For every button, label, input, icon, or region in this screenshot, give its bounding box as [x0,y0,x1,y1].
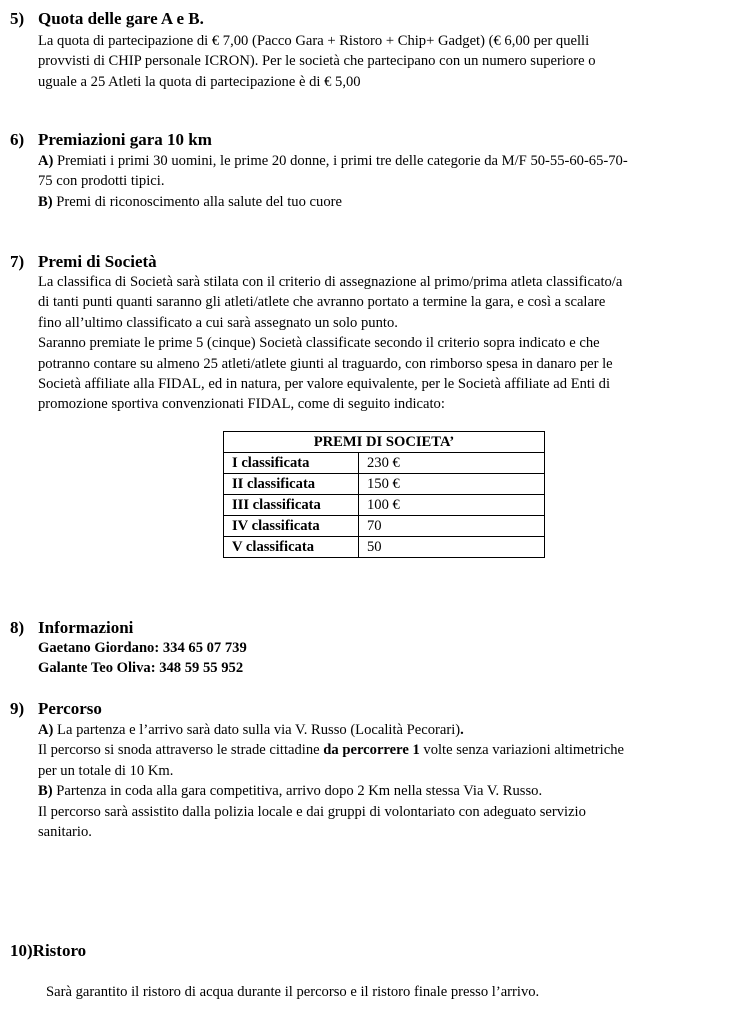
item-b-text: Partenza in coda alla gara competitiva, arrivo dopo 2 Km nella stessa Via V. Russo. [52,783,543,800]
item-a-label: A) [38,153,54,169]
table-header-row [224,432,545,453]
section-10-body [46,982,738,1002]
section-5-line: uguale a 25 Atleti la quota di partecipazione è di € 5,00 [38,73,361,90]
section-6-body [38,151,730,212]
table-cell-value: 150 € [359,474,545,495]
section-5-line: La quota di partecipazione di € 7,00 (Pacco Gara + Ristoro + Chip+ Gadget) (€ 6,00 per quelli [38,33,590,49]
section-8-title: Informazioni [38,618,134,637]
section-7-line: di tanti punti quanti saranno gli atleti/atlete che avranno portato a termine la gara, e così a scalare [38,294,606,311]
section-6-item-a-cont: 75 con prodotti tipici. [38,173,165,190]
section-7-line: fino all’ultimo classificato a cui sarà assegnato un solo punto. [38,314,398,331]
section-9-title: Percorso [38,699,102,718]
table-cell-value: 230 € [359,453,545,474]
table-cell-value: 100 € [359,495,545,516]
section-6-item-b [38,192,730,212]
item-a-text: Premiati i primi 30 uomini, le prime 20 donne, i primi tre delle categorie da M/F 50-55-60-65-70- [53,153,628,169]
item-a-text: La partenza e l’arrivo sarà dato sulla via V. Russo (Località Pecorari) [53,722,461,738]
table-cell-value: 70 [359,516,545,537]
table-row [224,474,545,495]
section-7-line: Saranno premiate le prime 5 (cinque) Società classificate secondo il criterio sopra indicato e che [38,335,600,352]
contact-line: Galante Teo Oliva: 348 59 55 952 [38,660,244,677]
section-7-line: potranno contare su almeno 25 atleti/atlete giunti al traguardo, con rimborso spesa in danaro per le [38,355,613,372]
section-6-number: 6) [10,130,25,149]
premi-societa-table [223,431,545,558]
section-9-heading [10,699,102,719]
section-9-item-b [38,781,730,801]
section-7-body [38,272,730,415]
table-row [224,537,545,558]
item-b-text: Premi di riconoscimento alla salute del tuo cuore [52,193,342,210]
section-5-line: provvisti di CHIP personale ICRON). Per le società che partecipano con un numero superiore o [38,53,596,70]
table-row [224,516,545,537]
section-9-item-a [38,720,730,740]
section-7-title: Premi di Società [38,252,157,271]
table-row [224,453,545,474]
section-7-line: La classifica di Società sarà stilata con il criterio di assegnazione al primo/prima atleta classificato/a [38,274,623,290]
section-10-text: Sarà garantito il ristoro di acqua durante il percorso e il ristoro finale presso l’arrivo. [46,984,540,1000]
section-9-line: per un totale di 10 Km. [38,762,174,779]
line-bold: da percorrere 1 [323,742,420,759]
contact-line: Gaetano Giordano: 334 65 07 739 [38,640,247,656]
item-a-label: A) [38,722,54,738]
section-8-number: 8) [10,618,25,637]
section-9-line [38,740,730,760]
section-7-line: Società affiliate alla FIDAL, ed in natura, per valore equivalente, per le Società affiliate ad Enti di [38,376,611,393]
section-7-heading [10,252,157,272]
section-10-title: Ristoro [32,941,87,960]
section-5-number: 5) [10,9,25,28]
table-row [224,495,545,516]
item-b-label: B) [38,783,53,800]
section-8-heading [10,618,133,638]
item-b-label: B) [38,193,53,210]
section-5-body [38,31,730,92]
section-10-number: 10) [10,941,33,960]
table-cell-label: I classificata [224,453,359,474]
section-6-title: Premiazioni gara 10 km [38,130,212,149]
table-cell-label: II classificata [224,474,359,495]
section-9-line: sanitario. [38,824,92,841]
line-post: volte senza variazioni altimetriche [419,742,624,759]
table-cell-value: 50 [359,537,545,558]
table-cell-label: V classificata [224,537,359,558]
section-8-body [38,638,730,679]
section-9-body [38,720,730,842]
section-6-heading [10,130,212,150]
section-5-heading [10,9,204,29]
table-cell-label: III classificata [224,495,359,516]
item-a-dot: . [460,722,464,738]
section-9-number: 9) [10,699,25,718]
section-7-number: 7) [10,252,25,271]
section-5-title: Quota delle gare A e B. [38,9,204,28]
line-pre: Il percorso si snoda attraverso le strade cittadine [38,742,324,759]
table-cell-label: IV classificata [224,516,359,537]
section-10-heading [10,941,86,961]
section-7-line: promozione sportiva convenzionati FIDAL, come di seguito indicato: [38,396,445,413]
section-9-line: Il percorso sarà assistito dalla polizia locale e dai gruppi di volontariato con adeguato servizio [38,803,586,820]
section-6-item-a [38,151,730,171]
table-header: PREMI DI SOCIETA’ [224,432,545,453]
